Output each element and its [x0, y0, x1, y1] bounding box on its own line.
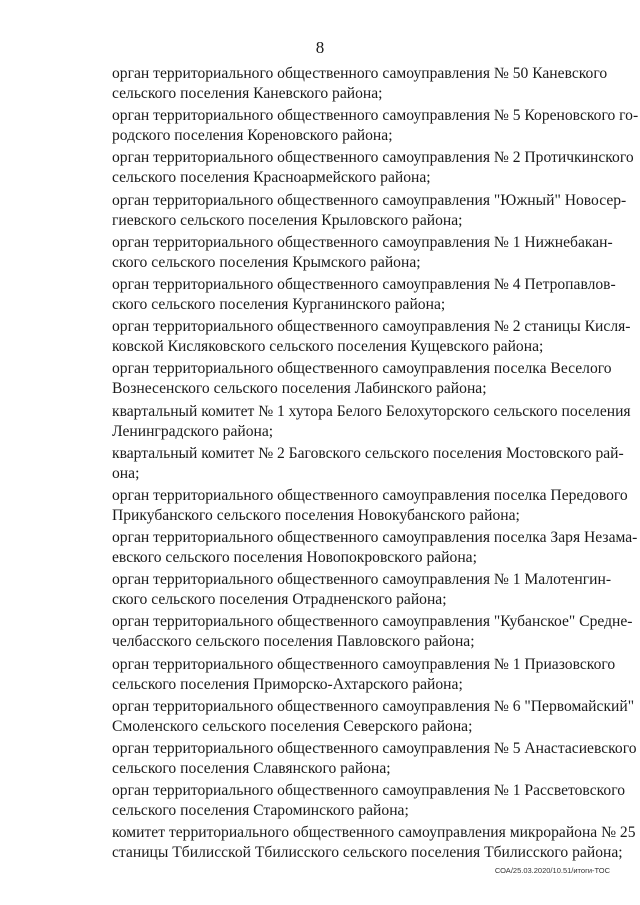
- list-item-line: Смоленского сельского поселения Северского района;: [112, 717, 473, 735]
- list-item-line: она;: [112, 464, 140, 482]
- list-item: [112, 402, 631, 442]
- list-item-line: сельского поселения Староминского района;: [112, 802, 409, 820]
- list-item-line: сельского поселения Приморско-Ахтарского района;: [112, 675, 463, 693]
- list-item: [112, 191, 627, 231]
- list-item-line: квартальный комитет № 2 Баговского сельского поселения Мостовского рай-: [112, 444, 624, 462]
- list-item-line: орган территориального общественного самоуправления № 50 Каневского: [112, 65, 608, 82]
- list-item-line: станицы Тбилисской Тбилисского сельского поселения Тбилисского района;: [112, 844, 623, 862]
- list-item: [112, 655, 616, 695]
- list-item-line: сельского поселения Красноармейского района;: [112, 169, 431, 187]
- list-item-line: Ленинградского района;: [112, 422, 274, 440]
- list-item-line: сельского поселения Славянского района;: [112, 760, 391, 777]
- list-item: [112, 781, 626, 821]
- list-item-line: ского сельского поселения Крымского района;: [112, 253, 421, 271]
- list-item: [112, 697, 635, 737]
- list-item: [112, 612, 633, 652]
- list-item-line: квартальный комитет № 1 хутора Белого Белохуторского сельского поселения: [112, 402, 631, 420]
- entry-list: [112, 64, 639, 866]
- list-item-line: орган территориального общественного самоуправления № 1 Нижнебакан-: [112, 233, 613, 251]
- list-item-line: орган территориального общественного самоуправления № 6 "Первомайский": [112, 697, 635, 715]
- list-item-line: ского сельского поселения Курганинского района;: [112, 295, 446, 313]
- footer-document-code: СОА/25.03.2020/10.51/итоги-ТОС: [494, 866, 610, 875]
- list-item: [112, 359, 612, 399]
- list-item-line: орган территориального общественного самоуправления № 5 Анастасиевского: [112, 740, 637, 757]
- list-item-line: орган территориального общественного самоуправления № 2 Протичкинского: [112, 149, 634, 167]
- list-item-line: сельского поселения Каневского района;: [112, 85, 383, 102]
- list-item: [112, 233, 613, 273]
- list-item: [112, 275, 616, 315]
- list-item-line: орган территориального общественного самоуправления "Кубанское" Средне-: [112, 613, 633, 631]
- list-item-line: орган территориального общественного самоуправления поселка Заря Незама-: [112, 529, 638, 547]
- list-item: [112, 486, 628, 526]
- page-number: 8: [315, 38, 325, 57]
- list-item: [112, 739, 637, 779]
- list-item-line: Прикубанского сельского поселения Новокубанского района;: [112, 506, 520, 524]
- list-item-line: Вознесенского сельского поселения Лабинского района;: [112, 380, 487, 398]
- list-item-line: ского сельского поселения Отрадненского района;: [112, 591, 447, 609]
- list-item-line: орган территориального общественного самоуправления поселка Передового: [112, 486, 628, 504]
- list-item-line: комитет территориального общественного самоуправления микрорайона № 25: [112, 824, 636, 842]
- list-item-line: орган территориального общественного самоуправления № 1 Приазовского: [112, 655, 616, 673]
- list-item-line: орган территориального общественного самоуправления № 5 Кореновского го-: [112, 107, 639, 125]
- list-item: [112, 444, 624, 484]
- list-item-line: гиевского сельского поселения Крыловского района;: [112, 211, 463, 229]
- list-item-line: ковской Кисляковского сельского поселения Кущевского района;: [112, 338, 544, 356]
- list-item: [112, 528, 638, 568]
- list-item-line: орган территориального общественного самоуправления № 1 Рассветовского: [112, 782, 626, 800]
- list-item-line: орган территориального общественного самоуправления № 2 станицы Кисля-: [112, 318, 631, 336]
- list-item-line: орган территориального общественного самоуправления № 1 Малотенгин-: [112, 571, 612, 589]
- list-item: [112, 317, 631, 357]
- list-item-line: родского поселения Кореновского района;: [112, 127, 393, 145]
- list-item: [112, 64, 608, 104]
- list-item-line: евского сельского поселения Новопокровского района;: [112, 549, 477, 567]
- list-item-line: орган территориального общественного самоуправления "Южный" Новосер-: [112, 191, 627, 209]
- list-item: [112, 823, 636, 863]
- list-item-line: челбасского сельского поселения Павловского района;: [112, 633, 475, 651]
- list-item: [112, 148, 634, 188]
- list-item: [112, 106, 639, 146]
- list-item-line: орган территориального общественного самоуправления № 4 Петропавлов-: [112, 275, 616, 293]
- list-item: [112, 570, 612, 610]
- list-item-line: орган территориального общественного самоуправления поселка Веселого: [112, 360, 612, 378]
